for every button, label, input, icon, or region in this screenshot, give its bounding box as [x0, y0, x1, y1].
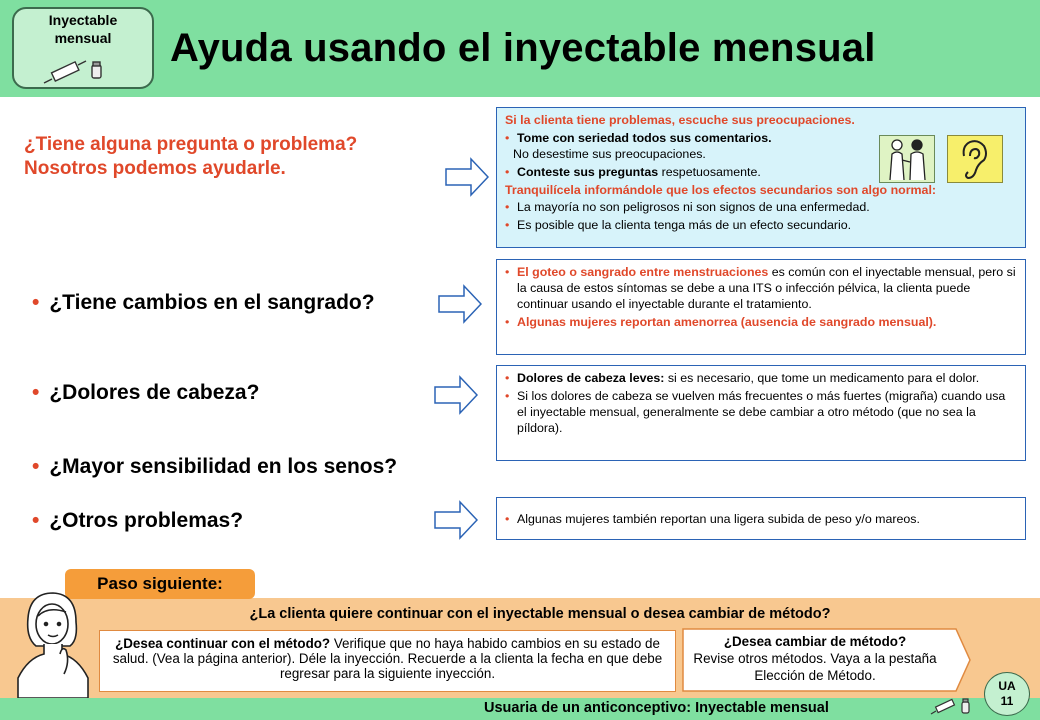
change-method-box[interactable]: [682, 628, 972, 692]
next-step-label: Paso siguiente:: [65, 569, 255, 599]
arrow-right-icon: [434, 375, 478, 415]
box1-item4: • Es posible que la clienta tenga más de un efecto secundario.: [505, 217, 1017, 233]
question-other: • ¿Otros problemas?: [32, 509, 244, 532]
info-box-other: [496, 497, 1026, 540]
arrow-right-icon: [445, 157, 489, 197]
box1-item1-bold: Tome con seriedad todos sus comentarios.: [517, 131, 772, 145]
tab-badge-line2: mensual: [54, 30, 112, 46]
box2-item1-red: El goteo o sangrado entre menstruaciones: [517, 265, 769, 279]
intro-line2: Nosotros podemos ayudarle.: [24, 158, 286, 179]
change-method-bold: ¿Desea cambiar de método?: [723, 634, 907, 649]
page-title: Ayuda usando el inyectable mensual: [170, 26, 876, 70]
box2-item1-rest: es común con el inyectable mensual, pero si la causa de estos síntomas se debe a una ITS o infección pélvica, la clienta puede continuar usando el inyectable durante el tratamiento.: [517, 265, 1016, 311]
syringe-icon: [930, 696, 978, 718]
box4-item1: • Algunas mujeres también reportan una ligera subida de peso y/o mareos.: [505, 511, 1017, 527]
change-method-text: Revise otros métodos. Vaya a la pestaña Elección de Método.: [693, 651, 937, 683]
box1-item3: • La mayoría no son peligrosos ni son signos de una enfermedad.: [505, 199, 1017, 215]
tab-badge-line1: Inyectable: [48, 12, 118, 28]
arrow-right-icon: [438, 284, 482, 324]
continue-method-bold: ¿Desea continuar con el método?: [115, 636, 331, 651]
tab-badge-injectable[interactable]: [12, 7, 154, 89]
info-box-bleeding: [496, 259, 1026, 355]
intro-text: [24, 133, 454, 181]
footer-text: Usuaria de un anticonceptivo: Inyectable mensual: [484, 700, 829, 716]
box1-item2-rest: respetuosamente.: [658, 165, 761, 179]
box3-item2: • Si los dolores de cabeza se vuelven más frecuentes o más fuertes (migraña) cuando usa el inyectable mensual, generalmente se debe cambiar a otro método (que no sea la píldora).: [505, 388, 1017, 436]
question-headache: • ¿Dolores de cabeza?: [32, 381, 260, 404]
question-other-text: ¿Otros problemas?: [49, 509, 244, 532]
change-method-text-block: [688, 633, 942, 684]
box1-item1: [505, 130, 1017, 146]
continue-method-box[interactable]: [99, 630, 676, 692]
people-comforting-icon: [879, 135, 935, 183]
continue-method-text: Verifique que no haya habido cambios en su estado de salud. (Vea la página anterior). Déle la inyección. Recuerde a la clienta la fecha en que debe regresar para la siguiente inyección.: [112, 636, 663, 681]
woman-thinking-illustration: [8, 588, 98, 698]
box3-item1: [505, 370, 1017, 386]
header-band: [0, 0, 1040, 97]
ua-page-badge[interactable]: [984, 672, 1030, 716]
syringe-icon: [42, 59, 114, 87]
box1-heading2: Tranquilícela informándole que los efectos secundarios son algo normal:: [505, 183, 937, 197]
box2-item2-red: Algunas mujeres reportan amenorrea (ausencia de sangrado mensual).: [517, 315, 937, 329]
box1-heading: Si la clienta tiene problemas, escuche sus preocupaciones.: [505, 113, 855, 127]
question-headache-text: ¿Dolores de cabeza?: [49, 381, 260, 404]
question-breast: • ¿Mayor sensibilidad en los senos?: [32, 455, 398, 478]
box3-item1-rest: si es necesario, que tome un medicamento para el dolor.: [664, 371, 980, 385]
box1-item2: [505, 164, 1017, 180]
ua-badge-line2: 11: [1000, 694, 1014, 708]
box3-item1-bold: Dolores de cabeza leves:: [517, 371, 665, 385]
info-box-headache: [496, 365, 1026, 461]
box1-item1-sub: No desestime sus preocupaciones.: [513, 147, 706, 161]
box1-item2-bold: Conteste sus preguntas: [517, 165, 659, 179]
ear-icon: [947, 135, 1003, 183]
question-bleeding-text: ¿Tiene cambios en el sangrado?: [49, 291, 375, 314]
decision-question: ¿La clienta quiere continuar con el inyectable mensual o desea cambiar de método?: [249, 606, 831, 622]
box2-item1: [505, 264, 1017, 312]
info-box-listen: [496, 107, 1026, 248]
arrow-right-icon: [434, 500, 478, 540]
question-bleeding: • ¿Tiene cambios en el sangrado?: [32, 291, 375, 314]
ua-badge-line1: UA: [998, 679, 1016, 693]
intro-line1: ¿Tiene alguna pregunta o problema?: [24, 134, 358, 155]
box2-item2: [505, 314, 1017, 330]
question-breast-text: ¿Mayor sensibilidad en los senos?: [49, 455, 398, 478]
